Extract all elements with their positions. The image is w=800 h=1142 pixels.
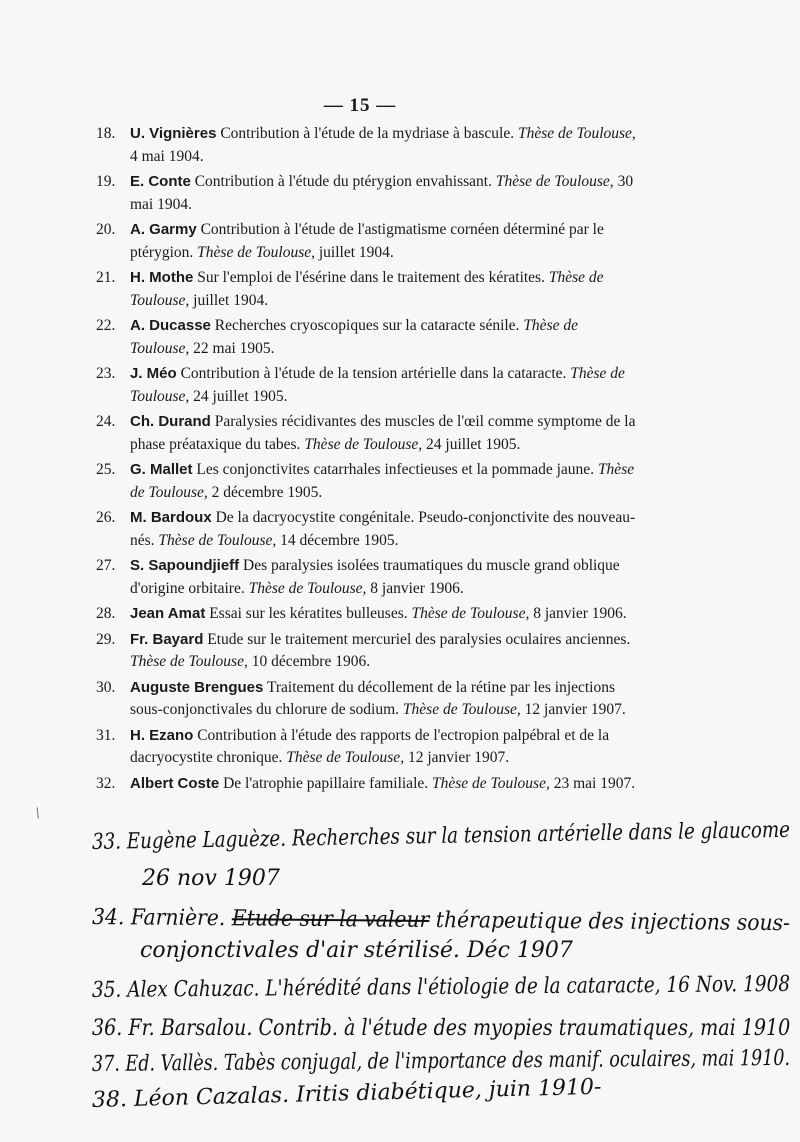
entry-thesis: Thèse de Toulouse, <box>517 125 636 142</box>
entry-number: 23. <box>96 365 116 382</box>
handwritten-entry-34-start: 34. Farnière. <box>91 905 232 932</box>
margin-mark: / <box>32 804 44 823</box>
entry-item <box>96 267 641 312</box>
handwritten-entry-34-line1 <box>92 905 790 936</box>
entry-title: Contribution à l'étude des rapports de l'ectropion palpébral et de la dacryocystite chronique. <box>130 726 610 766</box>
entry-item <box>96 603 641 626</box>
entry-author: Jean Amat <box>130 605 206 622</box>
entry-title: Sur l'emploi de l'ésérine dans le traitement des kératites. <box>193 269 549 286</box>
entry-item <box>96 725 641 770</box>
handwritten-entry-38: 38. Léon Cazalas. Iritis diabétique, juin 1910- <box>91 1074 602 1113</box>
entry-item <box>96 171 641 216</box>
entry-author: J. Méo <box>130 365 177 382</box>
entry-thesis: Thèse de Toulouse, <box>130 317 578 357</box>
entry-author: M. Bardoux <box>130 509 212 526</box>
entry-date: 23 mai 1907. <box>549 774 636 792</box>
entry-title: Recherches cryoscopiques sur la cataracte sénile. <box>210 317 524 334</box>
entry-thesis: Thèse de Toulouse, <box>130 653 248 670</box>
entry-author: Auguste Brengues <box>130 678 264 696</box>
handwritten-struck-text: Etude sur la valeur <box>231 906 430 933</box>
entry-number: 28. <box>96 605 116 622</box>
entry-date: 14 décembre 1905. <box>276 531 399 549</box>
entry-item <box>96 411 641 456</box>
entry-item <box>96 363 641 408</box>
handwritten-entry-33-line2: 26 nov 1907 <box>142 866 280 891</box>
entry-number: 21. <box>96 269 116 286</box>
entry-date: 2 décembre 1905. <box>207 483 323 501</box>
entry-author: Albert Coste <box>130 774 220 792</box>
entry-date: 30 mai 1904. <box>130 173 634 213</box>
entry-date: 12 janvier 1907. <box>404 749 510 766</box>
entry-number: 32. <box>96 774 116 792</box>
entry-number: 27. <box>96 557 116 574</box>
entry-item <box>96 315 641 360</box>
entry-number: 25. <box>96 461 116 478</box>
handwritten-entry-34-end: thérapeutique des injections sous- <box>429 907 791 937</box>
handwritten-entry-33-line1: 33. Eugène Laguèze. Recherches sur la tension artérielle dans le glaucome <box>91 817 791 855</box>
entry-item <box>96 459 641 504</box>
entry-date: 4 mai 1904. <box>130 147 204 165</box>
entry-thesis: Thèse de Toulouse, <box>130 269 604 309</box>
entry-title: Des paralysies isolées traumatiques du muscle grand oblique d'origine orbitaire. <box>130 557 620 597</box>
handwritten-entry-37: 37. Ed. Vallès. Tabès conjugal, de l'importance des manif. oculaires, mai 1910. <box>91 1045 791 1077</box>
entry-thesis: Thèse de Toulouse, <box>158 531 277 549</box>
entry-title: Contribution à l'étude de l'astigmatisme cornéen déterminé par le ptérygion. <box>130 221 604 261</box>
entry-item <box>96 507 641 552</box>
entry-thesis: Thèse de Toulouse, <box>495 173 614 190</box>
entry-thesis: Thèse de Toulouse, <box>304 435 423 453</box>
entry-thesis: Thèse de Toulouse, <box>130 461 635 501</box>
entry-author: E. Conte <box>130 173 191 190</box>
entry-number: 31. <box>96 726 116 744</box>
entry-author: Ch. Durand <box>130 413 211 430</box>
entry-title: De l'atrophie papillaire familiale. <box>219 774 433 792</box>
entry-date: 12 janvier 1907. <box>520 701 626 718</box>
entry-date: 8 janvier 1906. <box>366 579 464 597</box>
entry-thesis: Thèse de Toulouse, <box>432 774 550 792</box>
entry-author: U. Vignières <box>130 125 217 142</box>
entry-item <box>96 773 641 796</box>
entry-author: H. Ezano <box>130 726 194 744</box>
handwritten-entry-34-line2: conjonctivales d'air stérilisé. Déc 1907 <box>140 938 573 963</box>
entry-thesis: Thèse de Toulouse, <box>411 605 530 622</box>
entry-thesis: Thèse de Toulouse, <box>197 243 315 261</box>
entry-date: juillet 1904. <box>189 291 269 309</box>
entry-date: juillet 1904. <box>315 243 394 261</box>
entry-number: 22. <box>96 317 116 334</box>
page-number: — 15 — <box>323 95 397 116</box>
entry-date: 8 janvier 1906. <box>529 605 627 622</box>
entry-item <box>96 555 641 600</box>
entry-date: 24 juillet 1905. <box>189 387 288 405</box>
entry-number: 26. <box>96 509 116 526</box>
entry-title: Essai sur les kératites bulleuses. <box>205 605 412 622</box>
entry-author: A. Garmy <box>130 221 197 238</box>
entry-thesis: Thèse de Toulouse, <box>248 579 367 597</box>
entry-thesis: Thèse de Toulouse, <box>130 365 625 405</box>
entry-title: Contribution à l'étude de la tension artérielle dans la cataracte. <box>176 365 571 382</box>
entry-author: Fr. Bayard <box>130 630 204 648</box>
entry-title: Paralysies récidivantes des muscles de l'œil comme symptome de la phase préataxique du tabes. <box>130 413 636 453</box>
entry-thesis: Thèse de Toulouse, <box>286 749 405 766</box>
entry-author: S. Sapoundjieff <box>130 557 240 574</box>
entry-item <box>96 123 641 168</box>
entry-item <box>96 677 641 722</box>
entry-number: 18. <box>96 125 116 142</box>
entry-title: Etude sur le traitement mercuriel des paralysies oculaires anciennes. <box>203 630 631 648</box>
entry-date: 22 mai 1905. <box>189 339 275 357</box>
entry-title: Contribution à l'étude du ptérygion envahissant. <box>190 173 496 190</box>
entry-item <box>96 629 641 674</box>
entry-author: H. Mothe <box>130 269 194 286</box>
handwritten-entry-35: 35. Alex Cahuzac. L'hérédité dans l'étiologie de la cataracte, 16 Nov. 1908 <box>91 971 791 1003</box>
entry-title: Les conjonctivites catarrhales infectieuses et la pommade jaune. <box>192 461 598 478</box>
entry-date: 24 juillet 1905. <box>422 435 521 453</box>
entry-date: 10 décembre 1906. <box>247 653 371 670</box>
entry-number: 20. <box>96 221 116 238</box>
entry-author: A. Ducasse <box>130 317 211 334</box>
entry-item <box>96 219 641 264</box>
entry-title: Contribution à l'étude de la mydriase à bascule. <box>216 125 518 142</box>
handwritten-entry-36: 36. Fr. Barsalou. Contrib. à l'étude des myopies traumatiques, mai 1910 <box>92 1016 791 1041</box>
thesis-list <box>96 123 641 798</box>
entry-title: Traitement du décollement de la rétine par les injections sous-conjonctivales du chlorure de sodium. <box>130 678 616 718</box>
entry-number: 30. <box>96 678 116 696</box>
entry-author: G. Mallet <box>130 461 193 478</box>
entry-number: 24. <box>96 413 116 430</box>
entry-number: 29. <box>96 630 116 648</box>
entry-thesis: Thèse de Toulouse, <box>402 701 521 718</box>
entry-number: 19. <box>96 173 116 190</box>
entry-title: De la dacryocystite congénitale. Pseudo-conjonctivite des nouveau-nés. <box>130 509 636 549</box>
